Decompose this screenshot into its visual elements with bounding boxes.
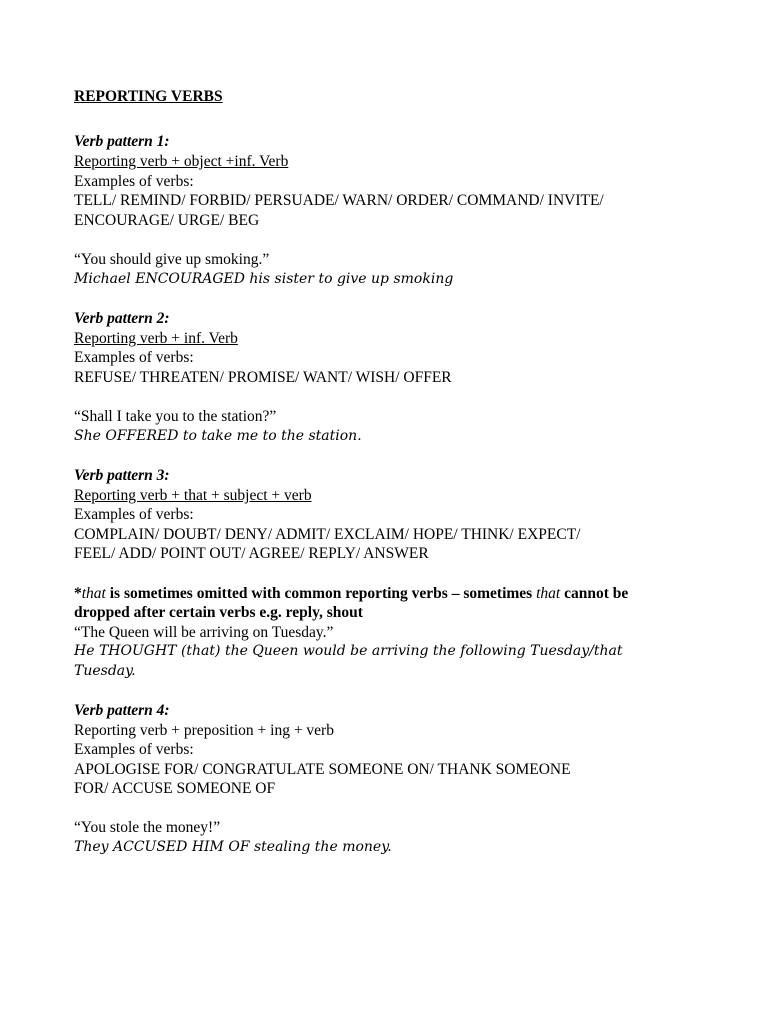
pattern-3-reported-line-1: He THOUGHT (that) the Queen would be arriving the following Tuesday/that [74, 643, 623, 659]
pattern-3-reported-line-2: Tuesday. [74, 663, 136, 679]
pattern-1-verbs-line-1: TELL/ REMIND/ FORBID/ PERSUADE/ WARN/ ORDER/ COMMAND/ INVITE/ [74, 192, 604, 209]
pattern-1-heading: Verb pattern 1: [74, 133, 170, 150]
pattern-4-heading: Verb pattern 4: [74, 702, 170, 719]
pattern-3-quote: “The Queen will be arriving on Tuesday.” [74, 624, 334, 641]
pattern-2-heading: Verb pattern 2: [74, 310, 170, 327]
pattern-3-verbs-line-2: FEEL/ ADD/ POINT OUT/ AGREE/ REPLY/ ANSWER [74, 545, 429, 562]
pattern-1-verbs-line-2: ENCOURAGE/ URGE/ BEG [74, 212, 260, 229]
pattern-1-formula: Reporting verb + object +inf. Verb [74, 153, 289, 170]
note-that-word: that [81, 585, 106, 602]
pattern-4-quote: “You stole the money!” [74, 819, 221, 836]
pattern-4-verbs-line-2: FOR/ ACCUSE SOMEONE OF [74, 780, 276, 797]
note-that-word: that [536, 585, 561, 602]
pattern-3-formula: Reporting verb + that + subject + verb [74, 487, 312, 504]
pattern-3-note-line-2: dropped after certain verbs e.g. reply, shout [74, 604, 363, 621]
pattern-4-reported: They ACCUSED HIM OF stealing the money. [74, 839, 392, 855]
pattern-4-examples-label: Examples of verbs: [74, 741, 194, 758]
pattern-1-quote: “You should give up smoking.” [74, 251, 270, 268]
note-text-part-2: cannot be [560, 585, 629, 602]
pattern-3-verbs-line-1: COMPLAIN/ DOUBT/ DENY/ ADMIT/ EXCLAIM/ HOPE/ THINK/ EXPECT/ [74, 526, 581, 543]
pattern-3-heading: Verb pattern 3: [74, 467, 170, 484]
pattern-2-reported: She OFFERED to take me to the station. [74, 428, 362, 444]
pattern-1-examples-label: Examples of verbs: [74, 173, 194, 190]
page-title: REPORTING VERBS [74, 88, 223, 105]
pattern-2-examples-label: Examples of verbs: [74, 349, 194, 366]
pattern-4-verbs-line-1: APOLOGISE FOR/ CONGRATULATE SOMEONE ON/ THANK SOMEONE [74, 761, 571, 778]
pattern-2-formula: Reporting verb + inf. Verb [74, 330, 238, 347]
pattern-2-quote: “Shall I take you to the station?” [74, 408, 277, 425]
pattern-3-note-line-1 [74, 584, 628, 604]
note-text-part-1: is sometimes omitted with common reporting verbs – sometimes [105, 585, 537, 602]
pattern-3-examples-label: Examples of verbs: [74, 506, 194, 523]
pattern-4-formula: Reporting verb + preposition + ing + verb [74, 722, 334, 739]
pattern-2-verbs-line-1: REFUSE/ THREATEN/ PROMISE/ WANT/ WISH/ OFFER [74, 369, 452, 386]
pattern-1-reported: Michael ENCOURAGED his sister to give up smoking [74, 271, 454, 287]
note-star: * [74, 585, 82, 602]
